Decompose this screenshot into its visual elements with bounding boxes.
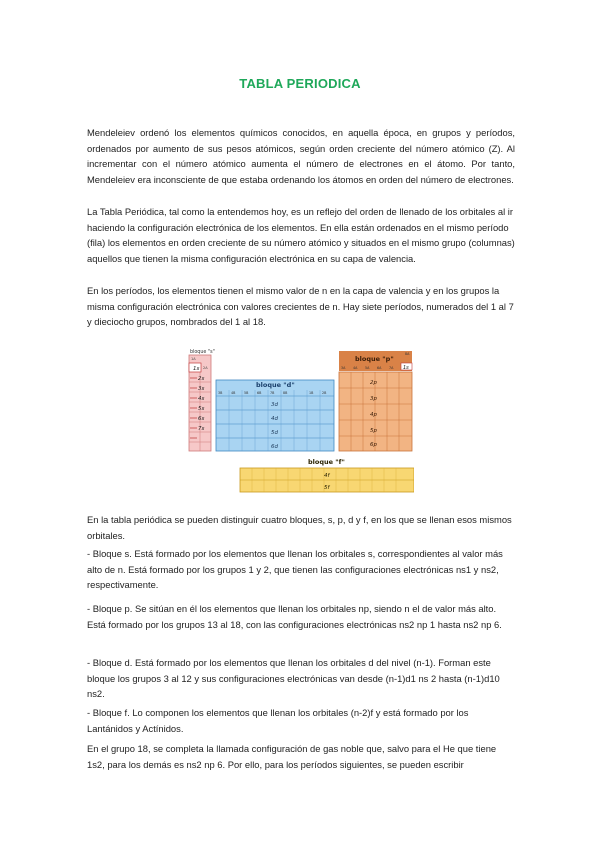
periodic-blocks-figure [188, 344, 414, 500]
d-group-label: 7B [270, 391, 275, 395]
paragraph-mendeleiev: Mendeleiev ordenó los elementos químicos conocidos, en aquella época, en grupos y períodos, ordenados por aumento de sus pesos atómicos, según orden creciente del número atómico (Z). Al incrementar con el número atómico aumenta el número de electrones en el átomo. Por tanto, Mendeleiev era inconsciente de que estaba ordenando los átomos en orden del número de electrones. [87, 127, 515, 185]
paragraph-bloque-d: - Bloque d. Está formado por los elementos que llenan los orbitales d del nivel (n-1). Forman este bloque los grupos 3 al 12 y sus configuraciones electrónicas van desde (n-1)d1 ns 2 hasta (n-1)d10 ns2. [87, 657, 500, 700]
block-s-label: bloque "s" [190, 350, 215, 355]
paragraph-bloque-p: - Bloque p. Se sitúan en él los elementos que llenan los orbitales np, siendo n el de valor más alto. Está formado por los grupos 13 al 18, con las configuraciones electrónicas ns2 np 1 hasta ns2 np 6. [87, 603, 502, 630]
block-f [240, 458, 414, 492]
group-1-label: 1A [191, 357, 196, 361]
group-2-label: 2A [203, 366, 208, 370]
s-row-7s: 7s [198, 426, 205, 432]
group-18-label: 8A [405, 352, 410, 356]
p-row-3p: 3p [370, 396, 377, 402]
d-group-label: 8B [283, 391, 288, 395]
d-group-label: 5B [244, 391, 249, 395]
d-group-label: 2B [322, 391, 327, 395]
d-group-label: 4B [231, 391, 236, 395]
p-row-2p: 2p [370, 380, 377, 386]
paragraph-periodos: En los períodos, los elementos tienen el mismo valor de n en la capa de valencia y en los grupos la misma configuración electrónica con valores crecientes de n. Hay siete períodos, numerados del 1 al 7 y dieciocho grupos, nombrados del 1 al 18. [87, 285, 514, 328]
page-title: TABLA PERIODICA [239, 76, 361, 91]
p-row-5p: 5p [370, 428, 377, 434]
p-group-label: 3A [341, 366, 346, 370]
d-group-label: 3B [218, 391, 223, 395]
d-row-5d: 5d [271, 430, 278, 436]
s-row-2s: 2s [198, 376, 205, 382]
block-p-label: bloque "p" [355, 355, 394, 363]
paragraph-grupo-18: En el grupo 18, se completa la llamada configuración de gas noble que, salvo para el He que tiene 1s2, para los demás es ns2 np 6. Por ello, para los períodos siguientes, se pueden escribir [87, 743, 497, 770]
s-row-1s: 1s [193, 366, 200, 372]
p-group-label: 6A [377, 366, 382, 370]
f-row-4f: 4f [324, 473, 330, 479]
p-group-label: 7A [389, 366, 394, 370]
block-d-label: bloque "d" [256, 381, 295, 389]
p-row-4p: 4p [370, 412, 377, 418]
s-row-5s: 5s [198, 406, 205, 412]
paragraph-bloque-s: - Bloque s. Está formado por los elementos que llenan los orbitales s, correspondientes al valor más alto de n. Está formado por los grupos 1 y 2, que tienen las configuraciones electrónicas ns1 y ns2, respectivamente. [87, 548, 503, 591]
block-s [189, 349, 215, 451]
paragraph-bloque-f: - Bloque f. Lo componen los elementos que llenan los orbitales (n-2)f y está formado por los Lantánidos y Actínidos. [87, 707, 469, 734]
p-group-label: 5A [365, 366, 370, 370]
s-row-6s: 6s [198, 416, 205, 422]
p-group-label: 4A [353, 366, 358, 370]
block-f-label: bloque "f" [308, 458, 345, 466]
d-group-label: 6B [257, 391, 262, 395]
d-group-label: 1B [309, 391, 314, 395]
paragraph-tabla-actual: La Tabla Periódica, tal como la entendemos hoy, es un reflejo del orden de llenado de los orbitales al ir haciendo la configuración electrónica de los elementos. En ella están ordenados en el mismo período (fila) los elementos en orden creciente de su número atómico y situados en el mismo grupo (columnas) aquellos que tienen la misma configuración electrónica en su capa de valencia. [87, 206, 515, 264]
p-corner-orbital: 1s [403, 365, 409, 371]
block-d [216, 380, 334, 451]
f-row-5f: 5f [324, 485, 330, 491]
p-row-6p: 6p [370, 442, 377, 448]
d-row-3d: 3d [271, 402, 278, 408]
block-p [339, 351, 412, 451]
s-row-3s: 3s [198, 386, 205, 392]
s-row-4s: 4s [198, 396, 205, 402]
d-row-4d: 4d [271, 416, 278, 422]
d-row-6d: 6d [271, 444, 278, 450]
paragraph-bloques: En la tabla periódica se pueden distinguir cuatro bloques, s, p, d y f, en los que se llenan esos mismos orbitales. [87, 514, 512, 541]
